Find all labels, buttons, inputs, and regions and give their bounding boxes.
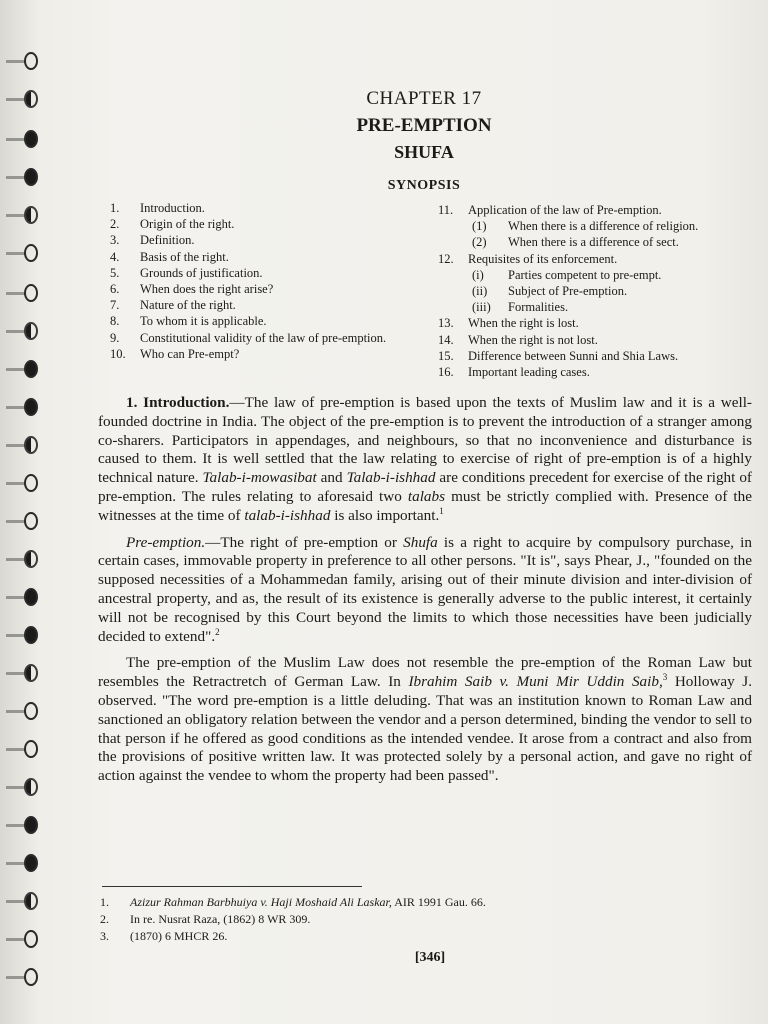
binding-ring — [24, 588, 38, 606]
binding-ring — [24, 206, 38, 224]
footnote-divider — [102, 886, 362, 887]
binding-ring — [24, 778, 38, 796]
synopsis-subitem: (iii) Formalities. — [472, 300, 569, 315]
synopsis-item: 11. Application of the law of Pre-emption. — [438, 203, 662, 217]
paragraph-pre-emption: Pre-emption.—The right of pre-emption or Shufa is a right to acquire by compulsory purchase, in certain cases, immovable property in preference to all other persons. "It is", says Phear, J., "founded on the supposed necessities of a Mohammedan family, arising out of their minute division and inter-division of ancestral property, and as, the result of its existence is generally adverse to the public interest, it certainly will not be recognised by this Court beyond the limits to which those necessities have been judicially decided to extend".$^2$ — [98, 533, 752, 645]
chapter-body — [98, 394, 752, 794]
binding-ring — [24, 816, 38, 834]
binding-ring — [24, 322, 38, 340]
binding-ring — [24, 398, 38, 416]
footnote-ref: 3 — [662, 672, 668, 683]
synopsis-item: 2. Origin of the right. — [110, 217, 235, 232]
binding-ring — [24, 244, 38, 262]
binding-ring — [24, 854, 38, 872]
synopsis-item: 12. Requisites of its enforcement. — [438, 251, 618, 266]
footnotes — [100, 894, 740, 945]
binding-ring — [24, 512, 38, 530]
synopsis-item: 6. When does the right arise? — [110, 282, 274, 297]
synopsis-item: 10. Who can Pre-empt? — [110, 346, 240, 361]
synopsis-item: 9. Constitutional validity of the law of pre-emption. — [110, 330, 387, 345]
binding-ring — [24, 664, 38, 682]
chapter-title: PRE-EMPTION — [356, 115, 492, 136]
footnote: 1. Azizur Rahman Barbhuiya v. Haji Moshaid Ali Laskar, AIR 1991 Gau. 66. — [100, 895, 486, 909]
synopsis-right-column — [438, 202, 758, 380]
footnote-ref: 2 — [215, 626, 220, 637]
synopsis-item: 15. Difference between Sunni and Shia Laws. — [438, 348, 679, 363]
binding-ring — [24, 436, 38, 454]
synopsis-heading: SYNOPSIS — [387, 178, 461, 193]
binding-ring — [24, 52, 38, 70]
footnote: 3. (1870) 6 MHCR 26. — [100, 929, 228, 943]
binding-ring — [24, 892, 38, 910]
chapter-subtitle: SHUFA — [394, 142, 454, 162]
synopsis-item: 4. Basis of the right. — [110, 249, 229, 264]
binding-ring — [24, 550, 38, 568]
synopsis-item: 3. Definition. — [110, 233, 195, 248]
synopsis-item: 14. When the right is not lost. — [438, 332, 598, 347]
binding-ring — [24, 626, 38, 644]
synopsis-item: 16. Important leading cases. — [438, 365, 590, 380]
binding-ring — [24, 930, 38, 948]
synopsis-left-column — [110, 200, 420, 362]
binding-ring — [24, 702, 38, 720]
page-number: [346] — [414, 950, 446, 965]
chapter-label: CHAPTER 17 — [366, 88, 482, 109]
binding-ring — [24, 130, 38, 148]
synopsis-item: 5. Grounds of justification. — [110, 265, 263, 280]
synopsis-item: 13. When the right is lost. — [438, 316, 579, 331]
binding-ring — [24, 968, 38, 986]
synopsis-item: 1. Introduction. — [110, 201, 205, 215]
synopsis-subitem: (ii) Subject of Pre-emption. — [472, 284, 628, 299]
synopsis-subitem: (1) When there is a difference of religion. — [472, 219, 699, 234]
footnote: 2. In re. Nusrat Raza, (1862) 8 WR 309. — [100, 912, 311, 926]
binding-ring — [24, 740, 38, 758]
synopsis-subitem: (2) When there is a difference of sect. — [472, 235, 679, 250]
binding-ring — [24, 168, 38, 186]
paragraph-roman-law: The pre-emption of the Muslim Law does not resemble the pre-emption of the Roman Law but resembles the Retractretch of German Law. In Ibrahim Saib v. Muni Mir Uddin Saib,$^3$ Holloway J. observed. "The word pre-emption is a little deluding. That was an institution known to Roman Law and sanctioned an obligatory relation between the vendor and a person determined, binding the vendor to sell to that person if he offered as good conditions as the intended vendee. It arose from a contract and also from the provisions of positive written law. It was protected solely by a personal action, and gave no right of action against the vendee to whom the property had been passed". — [98, 654, 752, 785]
paragraph-introduction: 1. Introduction.—The law of pre-emption is based upon the texts of Muslim law and it is a well-founded doctrine in India. The object of the pre-emption is to prevent the introduction of a stranger among co-sharers. Participators in appendages, and neighbours, so that no inconvenience and disturbance is caused to them. It is well settled that the law relating to exercise of right of pre-emption is of a highly technical nature. Talab-i-mowasibat and Talab-i-ishhad are conditions precedent for exercise of the right of pre-emption. The rules relating to aforesaid two talabs must be strictly complied with. Presence of the witnesses at the time of talab-i-ishhad is also important.$^1$ — [98, 394, 752, 524]
synopsis-item: 8. To whom it is applicable. — [110, 314, 267, 329]
binding-ring — [24, 360, 38, 378]
synopsis-item: 7. Nature of the right. — [110, 298, 236, 313]
synopsis-subitem: (i) Parties competent to pre-empt. — [472, 267, 662, 282]
binding-ring — [24, 474, 38, 492]
binding-ring — [24, 284, 38, 302]
footnote-ref: 1 — [439, 505, 444, 516]
binding-ring — [24, 90, 38, 108]
